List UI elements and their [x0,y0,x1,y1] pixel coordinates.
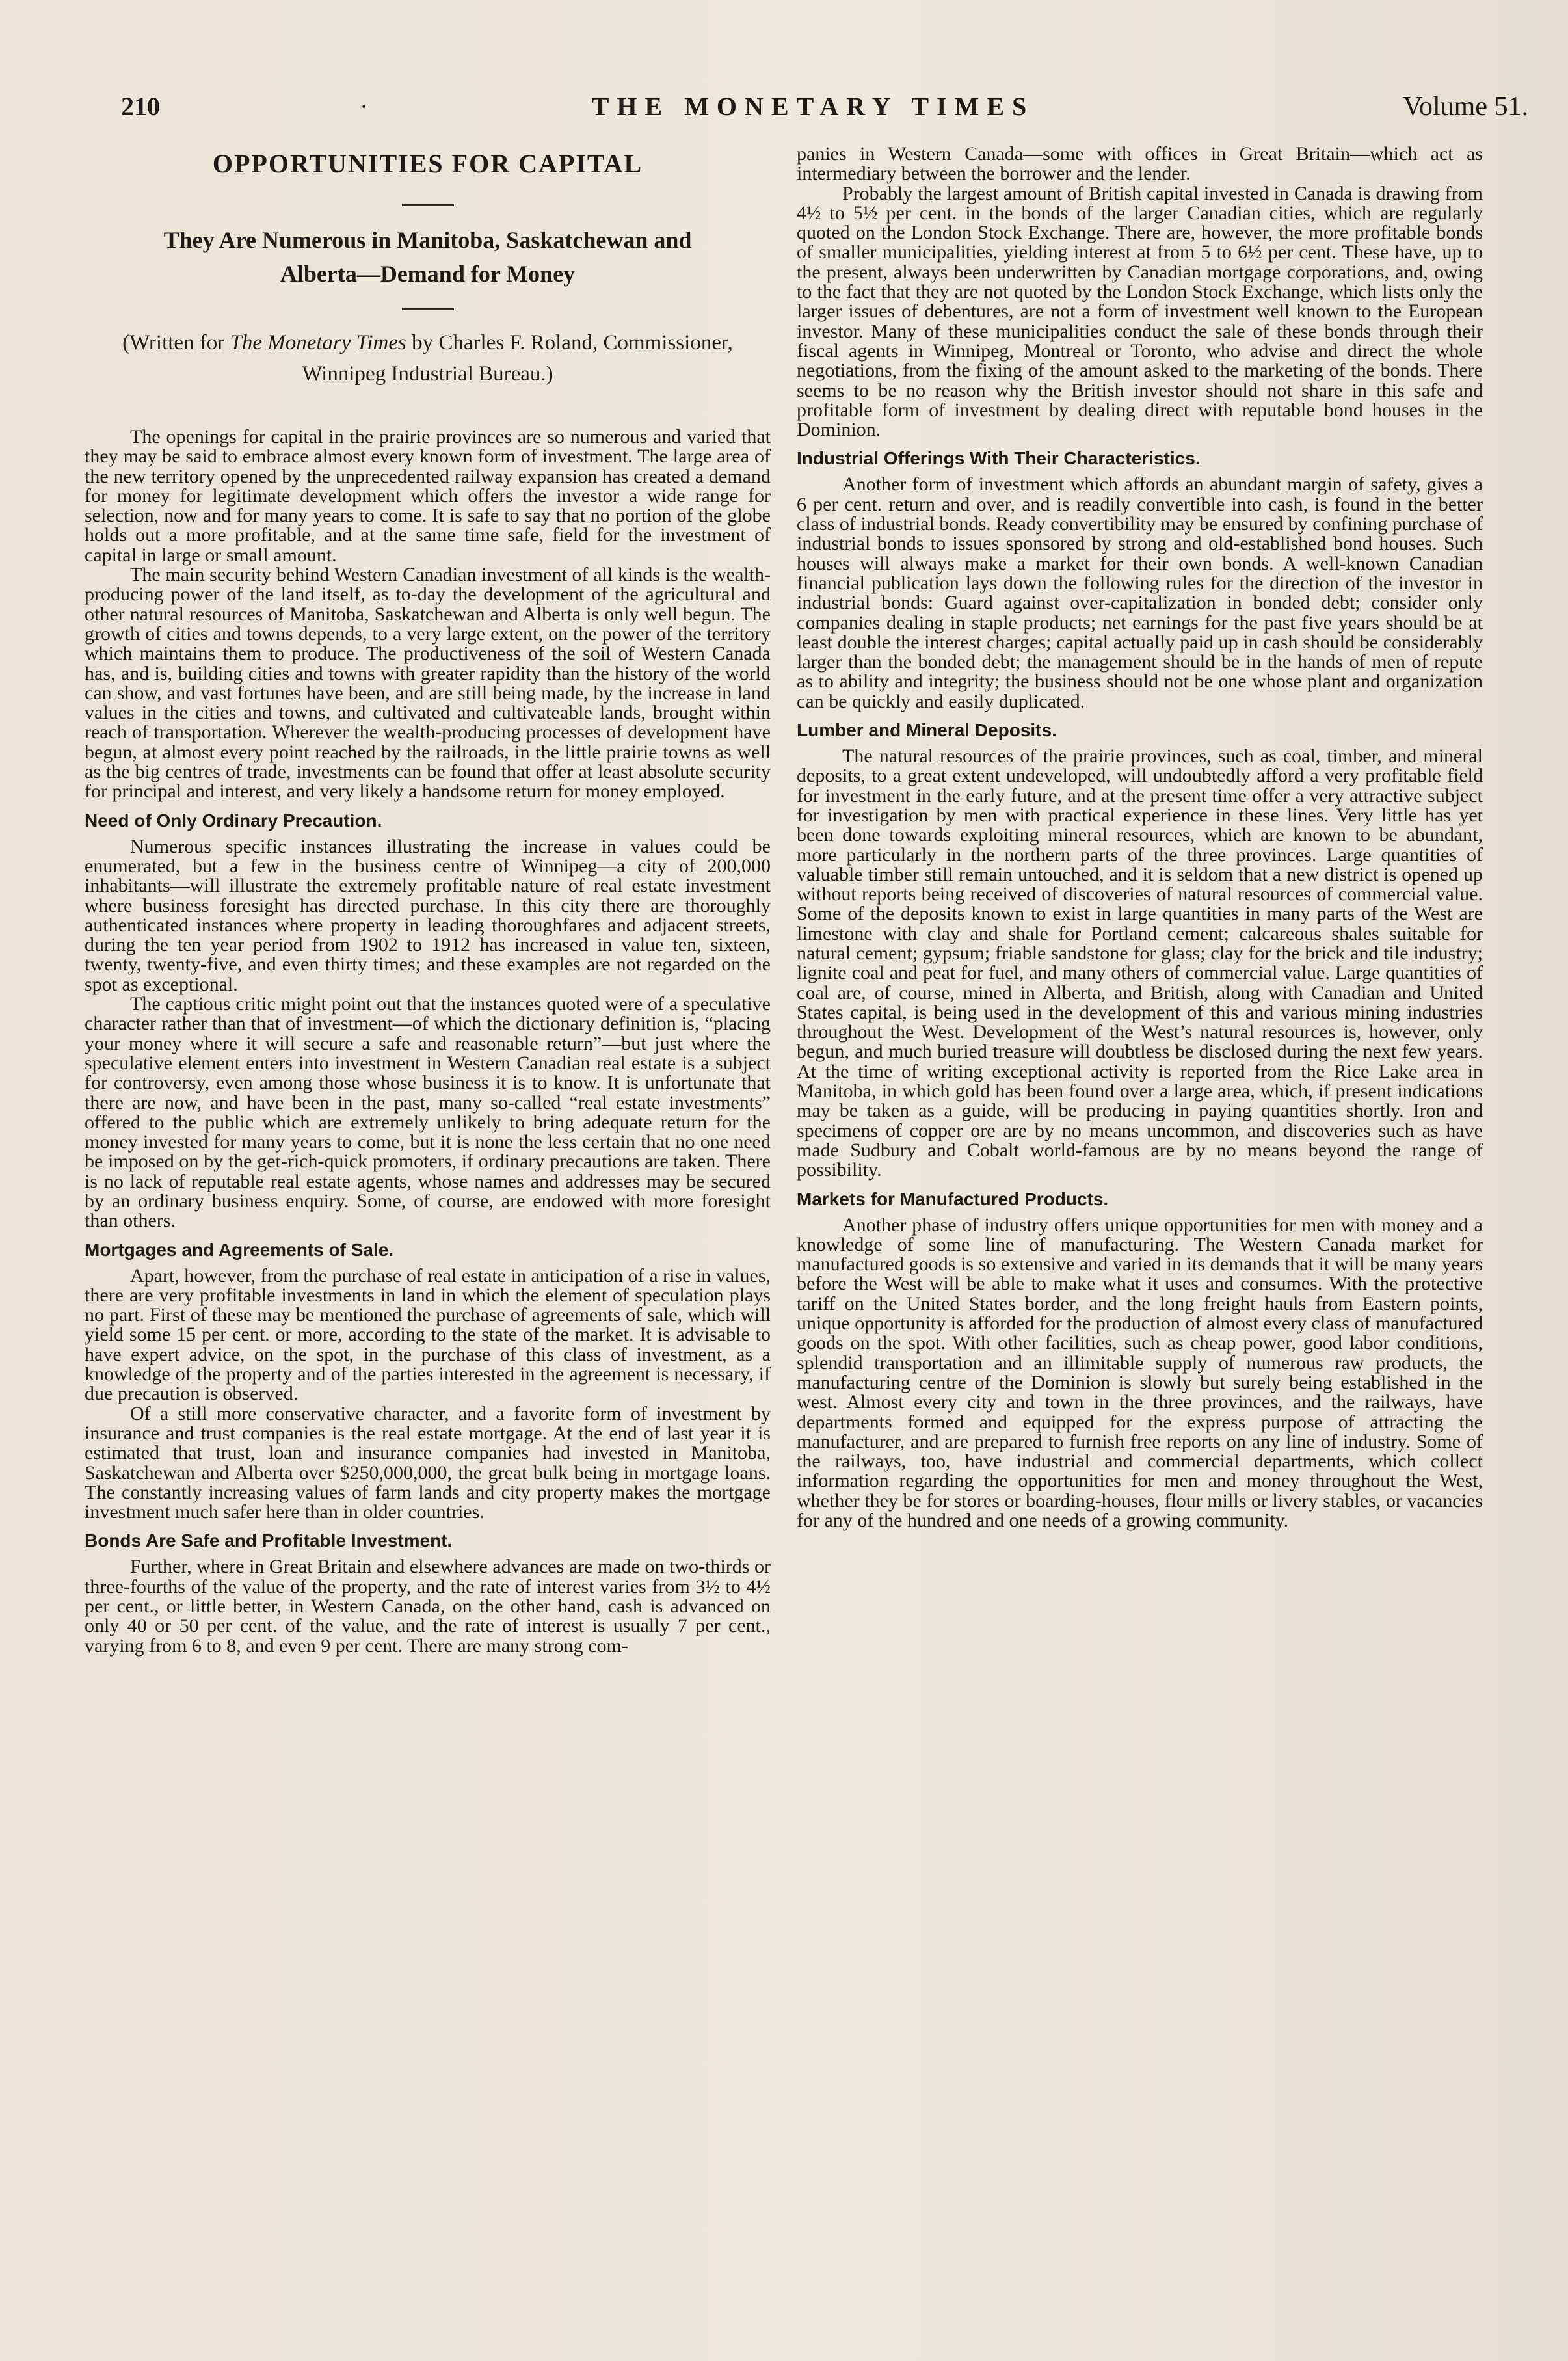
deck-line-2: Alberta—Demand for Money [280,261,576,287]
header-dot: · [360,92,369,121]
paragraph: The natural resources of the prairie provinces, such as coal, timber, and mineral deposits, to a great extent undeveloped, will undoubtedly afford a very profitable field for investment in the early future, and at the present time offer a very attractive subject for investigation by men with practical experience in these lines. Very little has yet been done towards exploiting mineral resources, which are known to be abundant, more particularly in the northern parts of the three provinces. Large quantities of valuable timber still remain untouched, and it is seldom that a new district is opened up without reports being received of discoveries of natural resources of commercial value. Some of the deposits known to exist in large quantities in many parts of the West are limestone with clay and shale for Portland cement; calcareous shales suitable for natural cement; gypsum; friable sandstone for glass; clay for the brick and tile industry; lignite coal and peat for fuel, and many others of commercial value. Large quantities of coal are, of course, mined in Alberta, and British, along with Canadian and United States capital, is being used in the development of this and various mining industries throughout the West. Development of the West’s natural resources is, however, only begun, and much buried treasure will doubtless be disclosed during the next few years. At the time of writing exceptional activity is reported from the Rice Lake area in Manitoba, in which gold has been found over a large area, which, if present indications may be taken as a guide, will be producing in paying quantities shortly. Iron and specimens of copper ore are by no means uncommon, and discoveries such as have made Sudbury and Cobalt world-famous are by no means beyond the range of possibility. [797,745,1483,1181]
paragraph: Another form of investment which affords an abundant margin of safety, gives a 6 per cent. return and over, and is readily convertible into cash, is found in the better class of industrial bonds. Ready convertibility may be ensured by confining purchase of industrial bonds to issues sponsored by strong and old-established bond houses. Such houses will always make a market for their own bonds. A well-known Canadian financial publication lays down the following rules for the direction of the investor in industrial bonds: Guard against over-capitalization in bonded debt; consider only companies dealing in staple products; net earnings for the past five years should be at least double the interest charges; capital actually paid up in cash should be considerably larger than the bonded debt; the management should be in the hands of men of repute as to ability and integrity; the business should not be one whose plant and organization can be quickly and easily duplicated. [797,474,1483,712]
byline-publication: The Monetary Times [230,331,406,354]
paragraph: Another phase of industry offers unique opportunities for men with money and a knowledge of some line of manufacturing. The Western Canada market for manufactured goods is so extensive and varied in its demands that it will be many years before the West will be able to make what it uses and consumes. With the protective tariff on the United States border, and the long freight hauls from Eastern points, unique opportunity is afforded for the production of almost every class of manufactured goods on the spot. With other facilities, such as cheap power, good labor conditions, splendid transportation and an illimitable supply of numerous raw products, the manufacturing centre of the Dominion is slowly but surely being established in the west. Almost every city and town in the three provinces, and the railways, have departments formed and equipped for the express purpose of attracting the manufacturer, and are prepared to furnish free reports on any line of industry. Some of the railways, too, have industrial and commercial departments, which collect information regarding the opportunities for men and money throughout the West, whether they be for stores or boarding-houses, flour mills or livery stables, or vacancies for any of the hundred and one needs of a growing community. [797,1214,1483,1531]
paragraph: Probably the largest amount of British capital invested in Canada is drawing from 4½ to 5½ per cent. in the bonds of the larger Canadian cities, which are regularly quoted on the London Stock Exchange. There are, however, the more profitable bonds of smaller municipalities, yielding interest at from 5 to 6½ per cent. These have, up to the present, always been underwritten by Canadian mortgage corporations, and, owing to the fact that they are not quoted by the London Stock Exchange, which lists only the larger issues of debentures, are not a form of investment well known to the European investor. Many of these municipalities conduct the sale of these bonds through their fiscal agents in Winnipeg, Montreal or Toronto, who advise and direct the whole negotiations, from the fixing of the amount asked to the marketing of the bonds. There seems to be no reason why the British investor should not share in this safe and profitable form of investment by dealing direct with reputable bond houses in the Dominion. [797,182,1483,441]
deck-rule [402,308,454,310]
paragraph: Of a still more conservative character, and a favorite form of investment by insurance and trust companies is the real estate mortgage. At the end of last year it is estimated that trust, loan and insurance companies had invested in Manitoba, Saskatchewan and Alberta over $250,000,000, the great bulk being in mortgage loans. The constantly increasing values of farm lands and city property makes the mortgage investment much safer here than in older countries. [85,1402,771,1523]
paragraph: The openings for capital in the prairie provinces are so numerous and varied that they may be said to embrace almost every known form of investment. The large area of the new territory opened by the unprecedented railway expansion has created a demand for money for legitimate development which offers the investor a wide range for selection, now and for many years to come. It is safe to say that no portion of the globe holds out a more profitable, and at the same time safe, field for the investment of capital in large or small amount. [85,426,771,566]
section-heading: Need of Only Ordinary Precaution. [85,810,382,831]
page-header [98,91,1528,130]
volume-label: Volume 51. [1403,92,1528,122]
journal-title: THE MONETARY TIMES [591,92,1035,121]
byline [85,327,771,390]
page-number: 210 [121,92,160,121]
paragraph: The main security behind Western Canadian investment of all kinds is the wealth-producing power of the land itself, as to-day the development of the agricultural and other natural resources of Manitoba, Saskatchewan and Alberta is only well begun. The growth of cities and towns depends, to a very large extent, on the power of the territory which maintains them to produce. The productiveness of the soil of Western Canada has, and is, building cities and towns with greater rapidity than the history of the world can show, and vast fortunes have been, and are still being made, by the increase in land values in the cities and towns, and cultivated and cultivateable lands, brought within reach of transportation. Wherever the wealth-producing processes of development have begun, at almost every point reached by the railroads, in the little prairie towns as well as the big centres of trade, investments can be found that offer at least absolute security for principal and interest, and very likely a handsome return for money employed. [85,564,771,803]
paragraph: The captious critic might point out that the instances quoted were of a speculative character rather than that of investment—of which the dictionary definition is, “placing your money where it will secure a safe and reasonable return”—but just where the speculative element enters into investment in Western Canadian real estate is a subject for controversy, even among those whose business it is to know. It is unfortunate that there are now, and have been in the past, many so-called “real estate investments” offered to the public which are extremely unlikely to bring adequate return for the money invested for many years to come, but it is none the less certain that no one need be imposed on by the get-rich-quick promoters, if ordinary precautions are taken. There is no lack of reputable real estate agents, whose names and addresses may be secured by an ordinary business enquiry. Some, of course, are endowed with more foresight than others. [85,993,771,1232]
section-heading: Markets for Manufactured Products. [797,1188,1109,1209]
section-heading: Lumber and Mineral Deposits. [797,720,1057,741]
title-rule [402,204,454,206]
article-title: OPPORTUNITIES FOR CAPITAL [212,149,643,178]
left-column [85,148,771,1656]
paragraph: panies in Western Canada—some with offices in Great Britain—which act as intermediary between the borrower and the lender. [797,143,1483,185]
paragraph: Numerous specific instances illustrating the increase in values could be enumerated, but a few in the business centre of Winnipeg—a city of 200,000 inhabitants—will illustrate the extremely profitable nature of real estate investment where business foresight has directed purchase. In this city there are thoroughly authenticated instances where property in leading thoroughfares and adjacent streets, during the ten year period from 1902 to 1912 has increased in value ten, sixteen, twenty, twenty-five, and even thirty times; and these examples are not regarded on the spot as exceptional. [85,835,771,995]
byline-prefix: (Written for [122,331,230,354]
right-column [797,144,1483,1530]
section-heading: Mortgages and Agreements of Sale. [85,1239,394,1260]
section-heading: Bonds Are Safe and Profitable Investment. [85,1530,453,1551]
article-deck [85,223,771,291]
deck-line-1: They Are Numerous in Manitoba, Saskatchewan and [163,227,692,253]
section-heading: Industrial Offerings With Their Characteristics. [797,448,1201,469]
byline-suffix: by Charles F. Roland, Commissioner, Winnipeg Industrial Bureau.) [302,331,733,386]
paragraph: Apart, however, from the purchase of real estate in anticipation of a rise in values, there are very profitable investments in land in which the element of speculation plays no part. First of these may be mentioned the purchase of agreements of sale, which will yield some 15 per cent. or more, according to the state of the market. It is advisable to have expert advice, on the spot, in the purchase of this class of investment, as a knowledge of the property and of the parties interested in the agreement is necessary, if due precaution is observed. [85,1264,771,1405]
paragraph: Further, where in Great Britain and elsewhere advances are made on two-thirds or three-fourths of the value of the property, and the rate of interest varies from 3½ to 4½ per cent., or little better, in Western Canada, on the other hand, cash is advanced on only 40 or 50 per cent. of the value, and the rate of interest is usually 7 per cent., varying from 6 to 8, and even 9 per cent. There are many strong com- [85,1556,771,1657]
